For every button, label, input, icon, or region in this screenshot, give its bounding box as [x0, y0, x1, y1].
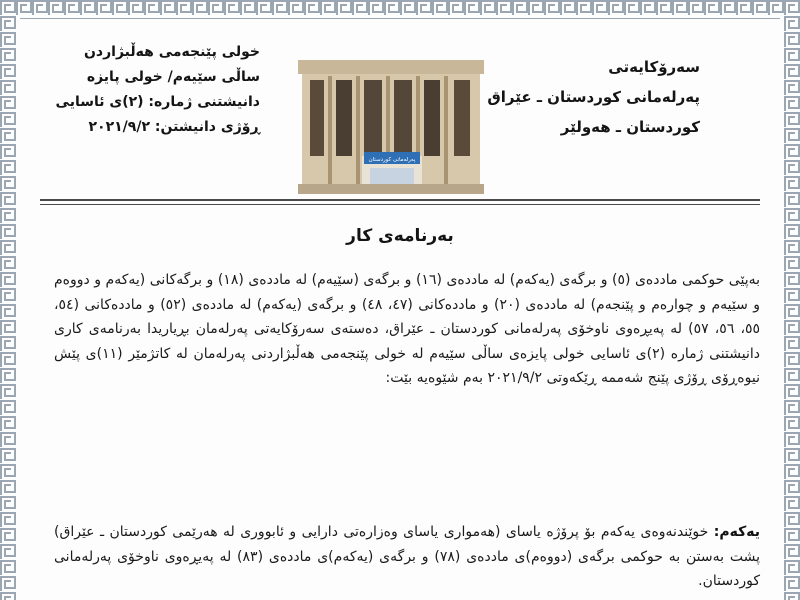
org-line-1: سەرۆکایەتی	[608, 58, 700, 76]
building-sign-text: پەرلەمانی کوردستان	[368, 157, 416, 163]
org-line-3: کوردستان ـ هەولێر	[560, 118, 700, 136]
border-pattern-right	[784, 0, 800, 600]
border-pattern-left	[0, 0, 16, 600]
parliament-building-image	[298, 60, 484, 194]
session-line-2: ساڵی سێیەم/ خولی پایزە	[86, 69, 260, 85]
header-divider	[40, 199, 760, 201]
agenda-item	[54, 520, 760, 594]
organization-header	[470, 52, 700, 142]
border-pattern-top	[0, 0, 800, 16]
document-title: بەرنامەی کار	[346, 226, 454, 246]
session-line-4: ڕۆژی دانیشتن: ٢٠٢١/٩/٢	[88, 119, 260, 135]
agenda-item-label: یەکەم:	[713, 524, 760, 540]
org-line-2: پەرلەمانی کوردستان ـ عێراق	[487, 88, 700, 106]
session-line-3: دانیشتنی ژمارە: (٢)ی ئاسایی	[55, 94, 260, 110]
intro-paragraph: بەپێی حوکمی ماددەی (٥) و برگەی (یەکەم) لە ماددەی (١٦) و برگەی (سێیەم) لە ماددەی (١٨) و برگەکانی (یەکەم و دووەم و سێیەم و چوارەم و پێنجەم) لە ماددەی (٢٠) و ماددەکانی (٤٧، ٤٨) و برگەی (یەکەم) لە ماددەی (٥٢) و ماددەکانی (٥٤، ٥٥، ٥٦، ٥٧) لە پەیڕەوی ناوخۆی پەرلەمانی کوردستان ـ عێراق، دەستەی سەرۆکایەتی پەرلەمان بڕیاریدا بەرنامەی کاری دانیشتنی ژمارە (٢)ی ئاسایی خولی پایزەی ساڵی سێیەم لە خولی پێنجەمی هەڵبژاردنی پەرلەمان لە کاتژمێر (١١)ی پێش نیوەڕۆی ڕۆژی پێنج شەممە ڕێکەوتی ٢٠٢١/٩/٢ بەم شێوەیە بێت:	[54, 272, 761, 386]
session-line-1: خولی پێنجەمی هەڵبژاردن	[83, 44, 260, 60]
header-divider-thin	[40, 204, 760, 205]
session-info	[40, 40, 260, 140]
agenda-item-text: خوێندنەوەی یەکەم بۆ پرۆژە یاسای (هەمواری یاسای وەزارەتی دارایی و ئابووری لە هەرێمی کوردستان ـ عێراق) پشت بەستن بە حوکمی برگەی (دووەم)ی ماددەی (٧٨) و برگەی (یەکەم)ی ماددەی (٨٣) لە پەیڕەوی ناوخۆی پەرلەمانی کوردستان.	[54, 524, 760, 589]
frame-inner-line	[20, 18, 780, 19]
